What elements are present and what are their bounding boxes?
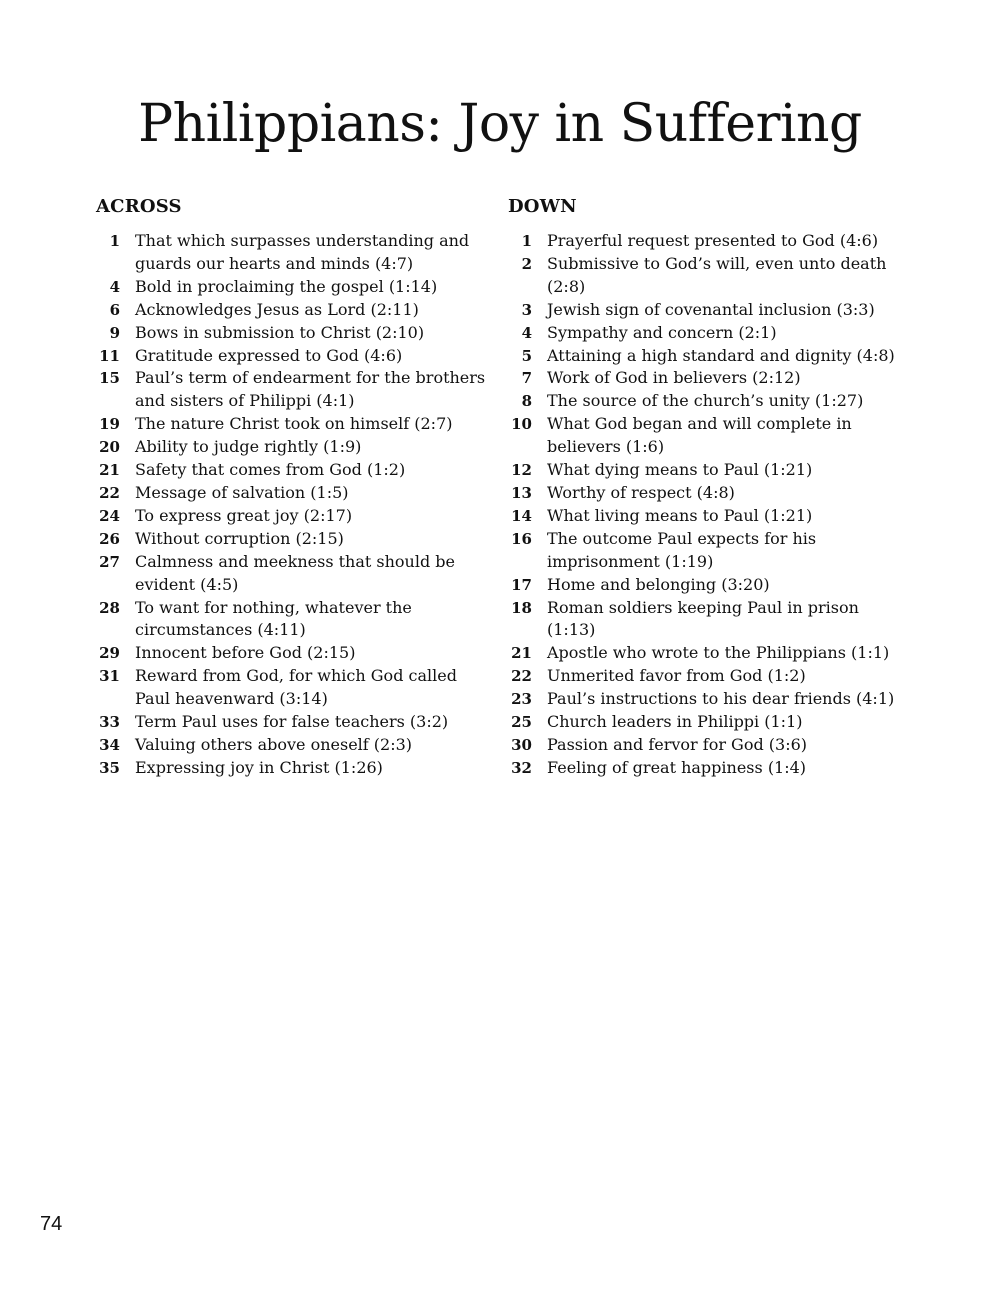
clue-item [508,299,908,322]
clue-text: Term Paul uses for false teachers (3:2) [135,712,449,732]
clue-item [96,230,488,276]
clue-number: 15 [99,369,120,388]
clue-text: The source of the church’s unity (1:27) [547,391,864,411]
clue-text: Attaining a high standard and dignity (4:8) [547,345,895,365]
clue-text: Reward from God, for which God called Paul heavenward (3:14) [135,666,457,709]
clue-text: The nature Christ took on himself (2:7) [135,414,453,434]
clue-text: Sympathy and concern (2:1) [547,322,777,342]
clue-text: What living means to Paul (1:21) [547,505,813,525]
clue-text: Unmerited favor from God (1:2) [547,666,806,686]
clue-item [508,413,908,459]
clue-number: 22 [511,667,532,686]
clue-text: Submissive to God’s will, even unto death (2:8) [547,253,887,296]
clue-number: 31 [99,667,120,686]
clue-item [508,757,908,780]
clue-number: 29 [99,644,120,663]
clue-item [96,551,488,597]
clue-text: Church leaders in Philippi (1:1) [547,712,803,732]
clue-text: The outcome Paul expects for his imprisonment (1:19) [547,528,817,571]
clue-item [96,345,488,368]
clue-item [508,505,908,528]
clue-item [508,482,908,505]
clue-number: 25 [511,713,532,732]
across-heading: ACROSS [96,196,182,217]
clue-item [508,665,908,688]
clue-number: 22 [99,483,120,502]
clue-number: 23 [511,690,532,709]
clue-text: Without corruption (2:15) [135,528,344,548]
clue-number: 3 [521,300,532,319]
clue-text: To express great joy (2:17) [135,505,353,525]
clue-item [508,367,908,390]
down-heading: DOWN [508,196,577,217]
across-clues-column [96,195,488,780]
clue-number: 32 [511,758,532,777]
clue-item [96,482,488,505]
clue-text: Acknowledges Jesus as Lord (2:11) [135,299,419,319]
clue-text: What God began and will complete in believers (1:6) [547,414,852,457]
clue-number: 6 [109,300,120,319]
clue-text: Message of salvation (1:5) [135,482,349,502]
clue-text: Feeling of great happiness (1:4) [547,757,807,777]
clue-text: To want for nothing, whatever the circumstances (4:11) [135,597,412,640]
clue-item [96,757,488,780]
clue-text: Apostle who wrote to the Philippians (1:1) [547,643,890,663]
clue-item [96,413,488,436]
clue-number: 1 [109,232,120,250]
clue-item [508,597,908,643]
clue-item [96,642,488,665]
clue-item [96,665,488,711]
clue-number: 17 [511,575,532,594]
clue-number: 26 [99,529,120,548]
clue-item [96,505,488,528]
clue-number: 11 [99,346,120,365]
clue-number: 16 [511,529,532,548]
clue-number: 19 [99,415,120,434]
clue-text: Work of God in believers (2:12) [547,368,801,388]
clue-item [508,390,908,413]
clue-item [96,367,488,413]
across-clue-list [96,230,488,780]
clue-item [96,459,488,482]
clue-text: Jewish sign of covenantal inclusion (3:3) [547,299,875,319]
clue-number: 20 [99,438,120,457]
clue-item [96,436,488,459]
clue-text: Bold in proclaiming the gospel (1:14) [135,276,438,296]
clue-text: Gratitude expressed to God (4:6) [135,345,403,365]
clue-number: 18 [511,598,532,617]
clue-item [96,276,488,299]
clue-number: 5 [521,346,532,365]
clue-number: 8 [521,392,532,411]
clue-item [508,642,908,665]
clue-text: That which surpasses understanding and guards our hearts and minds (4:7) [135,231,470,273]
clue-number: 28 [99,598,120,617]
clue-text: Calmness and meekness that should be evident (4:5) [135,551,456,594]
clue-number: 7 [521,369,532,388]
clue-text: What dying means to Paul (1:21) [547,460,813,480]
clue-item [96,299,488,322]
page-number: 74 [40,1213,63,1235]
clue-item [96,528,488,551]
clue-number: 21 [511,644,532,663]
clue-item [508,528,908,574]
down-clues-column [508,195,908,780]
clue-text: Paul’s term of endearment for the brothers and sisters of Philippi (4:1) [135,368,486,411]
clue-text: Safety that comes from God (1:2) [135,460,406,480]
clue-text: Prayerful request presented to God (4:6) [547,231,879,250]
clue-item [508,459,908,482]
clue-text: Expressing joy in Christ (1:26) [135,757,383,777]
clue-number: 34 [99,735,120,754]
clue-item [508,253,908,299]
clue-item [96,322,488,345]
clue-text: Innocent before God (2:15) [135,643,356,663]
clue-number: 13 [511,483,532,502]
clue-number: 4 [521,323,532,342]
clue-item [508,574,908,597]
clue-number: 4 [109,277,120,296]
clue-number: 30 [511,735,532,754]
clue-item [508,345,908,368]
clue-number: 27 [99,552,120,571]
clue-item [96,711,488,734]
clue-item [96,734,488,757]
clue-text: Home and belonging (3:20) [547,574,770,594]
clue-item [96,597,488,643]
clue-number: 12 [511,461,532,480]
clue-item [508,322,908,345]
clue-number: 10 [511,415,532,434]
clue-text: Worthy of respect (4:8) [547,482,735,502]
clue-text: Passion and fervor for God (3:6) [547,734,808,754]
clue-text: Roman soldiers keeping Paul in prison (1:13) [547,597,859,640]
clue-item [508,711,908,734]
clue-item [508,734,908,757]
clue-number: 2 [521,254,532,273]
clue-text: Paul’s instructions to his dear friends (4:1) [547,689,895,709]
clue-number: 33 [99,713,120,732]
page-title: Philippians: Joy in Suffering [138,94,862,154]
clue-number: 9 [109,323,120,342]
clue-item [508,230,908,253]
clue-item [508,688,908,711]
clue-number: 1 [521,232,532,250]
clue-text: Valuing others above oneself (2:3) [135,734,413,754]
down-clue-list [508,230,908,780]
clue-number: 35 [99,758,120,777]
clue-text: Bows in submission to Christ (2:10) [135,322,425,342]
clue-number: 14 [511,506,532,525]
clue-number: 24 [99,506,120,525]
clue-text: Ability to judge rightly (1:9) [135,437,362,457]
clue-number: 21 [99,461,120,480]
